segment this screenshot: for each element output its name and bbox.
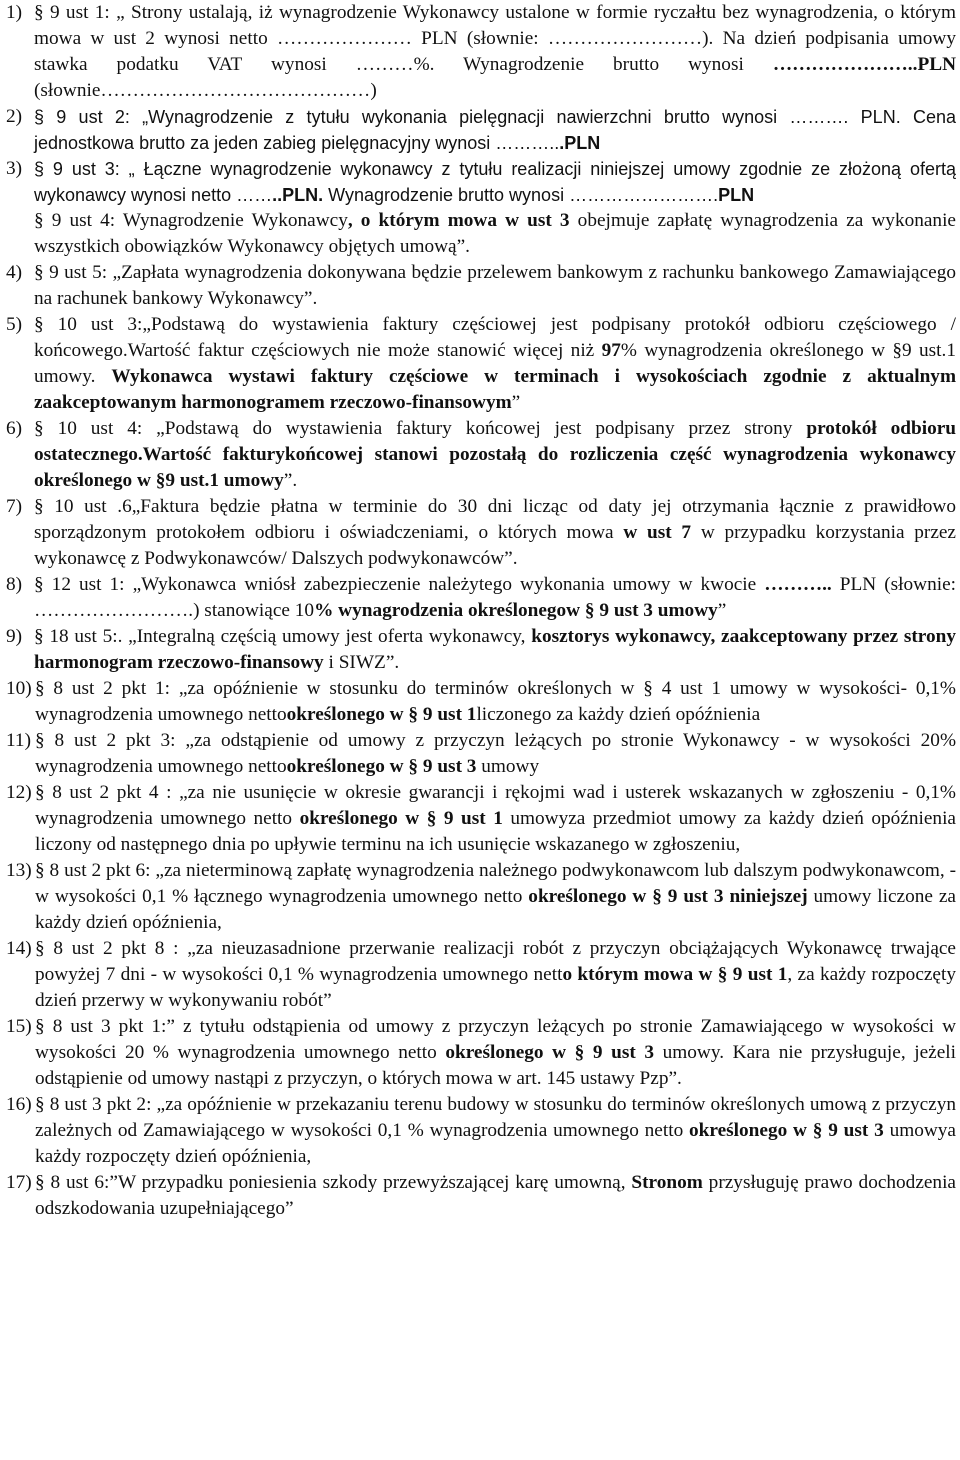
text-run: § 9 ust 2: „Wynagrodzenie z tytułu wykonania pielęgnacji nawierzchni brutto wynosi ………. PLN. Cena jednostkowa brutto za jeden zabieg pielęgnacyjny wynosi ………..: [34, 107, 956, 153]
text-run: § 8 ust 2 pkt 6: „za nieterminową zapłatę wynagrodzenia należnego podwykonawcom lub dalszym podwykonawcom, - w wysokości 0,1 % łącznego wynagrodzenia umownego netto: [35, 860, 956, 907]
list-item: [6, 260, 956, 312]
bold-text: ………..: [764, 574, 832, 595]
bold-text: o którym mowa w § 9 ust 1: [562, 964, 788, 985]
item-text: [34, 260, 956, 312]
item-number: 13): [6, 860, 32, 881]
list-item: [6, 312, 956, 416]
text-run: umowya każdy rozpoczęty dzień opóźnienia,: [35, 1120, 956, 1167]
text-run: § 9 ust 3: „ Łączne wynagrodzenie wykonawcy z tytułu realizacji niniejszej umowy zgodnie ze złożoną ofertą wykonawcy wynosi netto ……: [34, 159, 956, 205]
list-item: [6, 416, 956, 494]
text-run: liczonego za każdy dzień opóźnienia: [476, 704, 761, 725]
text-run: § 8 ust 2 pkt 1: „za opóźnienie w stosunku do terminów określonych w § 4 ust 1 umowy w wysokości- 0,1% wynagrodzenia umownego netto: [35, 678, 956, 725]
item-text: [34, 156, 956, 208]
item-text: [35, 1170, 956, 1222]
numbered-list: [6, 0, 956, 1222]
text-run: umowyza przedmiot umowy za każdy dzień opóźnienia liczony od następnego dnia po upływie terminu na ich usunięcie wskazanego w zgłoszeniu,: [35, 808, 956, 855]
text-run: § 10 ust 4: „Podstawą do wystawienia faktury końcowej jest podpisany przez strony: [34, 418, 807, 439]
list-item: [6, 1014, 956, 1092]
text-run: § 9 ust 1: „ Strony ustalają, iż wynagrodzenie Wykonawcy ustalone w formie ryczałtu bez wynagrodzenia, o którym mowa w ust 2 wynosi netto ………………… PLN (słownie: ……………………). Na dzień podpisania umowy stawka podatku VAT wynosi ………%. Wynagrodzenie brutto wynosi: [34, 2, 956, 75]
bold-text: w ust 7: [623, 522, 692, 543]
list-item: [6, 858, 956, 936]
text-run: PLN (słownie: …………………….) stanowiące 10: [34, 574, 956, 621]
item-number: 10): [6, 678, 32, 699]
item-text: [35, 676, 956, 728]
item-text: [34, 494, 956, 572]
item-text: [34, 416, 956, 494]
text-run: § 8 ust 2 pkt 3: „za odstąpienie od umowy z przyczyn leżących po stronie Wykonawcy - w wysokości 20% wynagrodzenia umownego netto: [35, 730, 956, 777]
text-run: ”: [511, 392, 521, 413]
list-item: [6, 572, 956, 624]
text-run: ”.: [283, 470, 298, 491]
item-number: 7): [6, 496, 23, 517]
list-item: [6, 208, 956, 260]
bold-text: 97: [601, 340, 621, 361]
bold-text: protokół odbioru ostatecznego.Wartość fakturykońcowej stanowi pozostałą do rozliczenia część wynagrodzenia wykonawcy określonego w §9 ust.1 umowy: [34, 418, 957, 491]
item-text: [34, 312, 956, 416]
item-number: 6): [6, 418, 23, 439]
text-run: , za każdy rozpoczęty dzień przerwy w wykonywaniu robót”: [35, 964, 956, 1011]
list-item: [6, 1092, 956, 1170]
item-text: [34, 104, 956, 156]
text-run: § 9 ust 4: Wynagrodzenie Wykonawcy: [34, 210, 348, 231]
bold-text: określonego w § 9 ust 1: [286, 704, 477, 725]
list-item: [6, 1170, 956, 1222]
text-run: § 12 ust 1: „Wykonawca wniósł zabezpieczenie należytego wykonania umowy w kwocie: [34, 574, 765, 595]
bold-text: Stronom: [631, 1172, 703, 1193]
text-run: § 18 ust 5:. „Integralną częścią umowy jest oferta wykonawcy,: [34, 626, 532, 647]
bold-text: określonego w § 9 ust 1: [299, 808, 503, 829]
bold-text: określonego w § 9 ust 3: [286, 756, 477, 777]
item-text: [35, 858, 956, 936]
item-number: 9): [6, 626, 23, 647]
text-run: (słownie……………………………………): [34, 80, 377, 101]
text-run: § 8 ust 2 pkt 8 : „za nieuzasadnione przerwanie realizacji robót z przyczyn obciążających Wykonawcę trwające powyżej 7 dni - w wysokości 0,1 % wynagrodzenia umownego nett: [35, 938, 956, 985]
item-number: 1): [6, 2, 23, 23]
item-text: [34, 0, 956, 104]
text-run: Wynagrodzenie brutto wynosi …………………….: [323, 185, 719, 205]
list-item: [6, 780, 956, 858]
list-item: [6, 936, 956, 1014]
item-text: [34, 210, 956, 257]
item-number: 3): [6, 158, 23, 179]
item-text: [35, 780, 956, 858]
text-run: obejmuje zapłatę wynagrodzenia za wykonanie wszystkich obowiązków Wykonawcy objętych umową”.: [34, 210, 956, 257]
bold-text: określonego w § 9 ust 3: [445, 1042, 655, 1063]
item-text: [34, 572, 956, 624]
bold-text: .PLN: [559, 133, 601, 153]
list-item: [6, 156, 956, 208]
text-run: i SIWZ”.: [323, 652, 400, 673]
item-number: 2): [6, 106, 23, 127]
item-text: [35, 1092, 956, 1170]
list-item: [6, 624, 956, 676]
text-run: § 9 ust 5: „Zapłata wynagrodzenia dokonywana będzie przelewem bankowym z rachunku bankowego Zamawiającego na rachunek bankowy Wykonawcy”.: [34, 262, 956, 309]
text-run: umowy: [476, 756, 540, 777]
item-number: 4): [6, 262, 23, 283]
text-run: % wynagrodzenia określonego w §9 ust.1 umowy.: [34, 340, 956, 387]
item-number: 16): [6, 1094, 32, 1115]
bold-text: Wykonawca wystawi faktury częściowe w terminach i wysokościach zgodnie z aktualnym zaakceptowanym harmonogramem rzeczowo-finansowym: [34, 366, 957, 413]
item-number: 14): [6, 938, 32, 959]
text-run: umowy liczone za każdy dzień opóźnienia,: [35, 886, 956, 933]
text-run: przysługuję prawo dochodzenia odszkodowania uzupełniającego”: [35, 1172, 956, 1219]
bold-text: kosztorys wykonawcy, zaakceptowany przez strony harmonogram rzeczowo-finansowy: [34, 626, 956, 673]
list-item: [6, 104, 956, 156]
text-run: § 8 ust 3 pkt 1:” z tytułu odstąpienia od umowy z przyczyn leżących po stronie Zamawiającego w wysokości w wysokości 20 % wynagrodzenia umownego netto: [35, 1016, 956, 1063]
item-number: 17): [6, 1172, 32, 1193]
item-number: 11): [6, 730, 31, 751]
item-text: [35, 728, 956, 780]
bold-text: % wynagrodzenia określonegow § 9 ust 3 umowy: [314, 600, 718, 621]
bold-text: PLN: [718, 185, 755, 205]
bold-text: ..PLN.: [272, 185, 324, 205]
list-item: [6, 0, 956, 104]
text-run: ”: [717, 600, 727, 621]
item-number: 8): [6, 574, 23, 595]
text-run: § 10 ust 3:„Podstawą do wystawienia faktury częściowej jest podpisany protokół odbioru częściowego / końcowego.Wartość faktur częściowych nie może stanowić więcej niż: [34, 314, 956, 361]
bold-text: , o którym mowa w ust 3: [347, 210, 570, 231]
item-text: [35, 936, 956, 1014]
text-run: § 8 ust 6:”W przypadku poniesienia szkody przewyższającej karę umowną,: [35, 1172, 632, 1193]
list-item: [6, 676, 956, 728]
item-text: [35, 1014, 956, 1092]
bold-text: …………………..PLN: [772, 54, 956, 75]
item-text: [34, 624, 956, 676]
text-run: § 8 ust 3 pkt 2: „za opóźnienie w przekazaniu terenu budowy w stosunku do terminów określonych umową z przyczyn zależnych od Zamawiającego w wysokości 0,1 % wynagrodzenia umownego netto: [35, 1094, 956, 1141]
list-item: [6, 728, 956, 780]
text-run: w przypadku korzystania przez wykonawcę z Podwykonawców/ Dalszych podwykonawców”.: [34, 522, 956, 569]
text-run: § 10 ust .6„Faktura będzie płatna w terminie do 30 dni licząc od daty jej otrzymania łącznie z prawidłowo sporządzonym protokołem odbioru i oświadczeniami, o których mowa: [34, 496, 956, 543]
text-run: umowy. Kara nie przysługuje, jeżeli odstąpienie od umowy nastąpi z przyczyn, o których mowa w art. 145 ustawy Pzp”.: [35, 1042, 956, 1089]
item-number: 15): [6, 1016, 32, 1037]
item-number: 5): [6, 314, 23, 335]
text-run: § 8 ust 2 pkt 4 : „za nie usunięcie w okresie gwarancji i rękojmi wad i usterek wskazanych w zgłoszeniu - 0,1% wynagrodzenia umownego netto: [35, 782, 956, 829]
bold-text: określonego w § 9 ust 3 niniejszej: [528, 886, 808, 907]
list-item: [6, 494, 956, 572]
item-number: 12): [6, 782, 32, 803]
bold-text: określonego w § 9 ust 3: [689, 1120, 884, 1141]
